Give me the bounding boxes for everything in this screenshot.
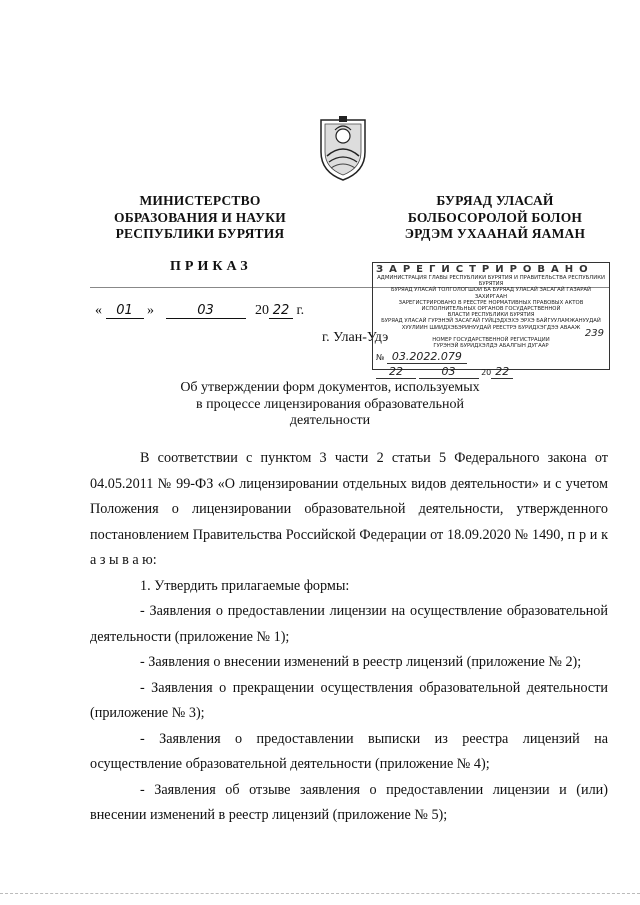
body-paragraph-preamble: В соответствии с пунктом 3 части 2 статьи 5 Федерального закона от 04.05.2011 № 99-ФЗ «О лицензировании отдельных видов деятельности» и с учетом Положения о лицензировании образовательной деятельности, утвержденного постановлением Правительства Российской Федерации от 18.09.2020 № 1490, п р и к а з ы в а ю: [90,450,608,568]
stamp-reg-month: 03 [419,366,479,379]
date-year-suffix: 22 [269,303,293,319]
date-close-quote: » [147,303,154,318]
body-paragraph-form-1: - Заявления о предоставлении лицензии на осуществление образовательной деятельности (приложение № 1); [90,603,608,645]
date-open-quote: « [95,303,102,318]
ministry-line-2: ОБРАЗОВАНИЯ И НАУКИ [114,209,286,225]
order-subject [160,380,500,430]
stamp-side-number: 239 [584,327,604,339]
stamp-line: БУРЯАД УЛАСАЙ ГУРЭНЭЙ ЗАСАГАЙ ГУЙЦЭДХЭХЭ ЭРХЭ БАЙГУУЛАМЖАНУУДАЙ [381,318,601,325]
body-paragraph-form-2: - Заявления о внесении изменений в реестр лицензий (приложение № 2); [140,654,582,670]
date-day: 01 [106,303,144,319]
order-title: ПРИКАЗ [170,259,252,274]
order-body [90,446,608,829]
body-paragraph-item-1: 1. Утвердить прилагаемые формы: [140,577,350,594]
stamp-reg-day: 22 [376,366,416,379]
stamp-line: НОМЕР ГОСУДАРСТВЕННОЙ РЕГИСТРАЦИИ [432,337,550,344]
ministry-buryat-line-3: ЭРДЭМ УХААНАЙ ЯАМАН [404,226,586,241]
body-paragraph-form-4: - Заявления о предоставлении выписки из реестра лицензий на осуществление образовательной деятельности (приложение № 4); [90,730,608,772]
coat-of-arms-icon [317,112,369,182]
date-year-prefix: 20 [255,303,269,318]
stamp-reg-date-row [376,366,606,379]
ministry-buryat-line-2: БОЛБОСОРОЛОЙ БОЛОН [407,209,583,225]
body-paragraph-form-5: - Заявления об отзыве заявления о предоставлении лицензии и (или) внесении изменений в реестр лицензий (приложение № 5); [90,781,608,823]
stamp-reg-number: 03.2022.079 [387,351,467,364]
order-date [95,303,335,319]
subject-line-2: в процессе лицензирования образовательной деятельности [196,396,464,428]
stamp-line: ХУУЛИИН ШИИДХЭБЭРИНУУДАЙ РЕЕСТРЭ БУРИДХЭГДЭЭ АВААЖ [401,324,581,331]
stamp-reg-year-suffix: 22 [491,366,513,379]
subject-line-1: Об утверждении форм документов, используемых [180,380,480,395]
ministry-name-russian [100,193,300,243]
ministry-buryat-line-1: БУРЯАД УЛАСАЙ [436,193,554,208]
stamp-title: ЗАРЕГИСТРИРОВАНО [376,264,594,275]
stamp-reg-label: № [376,353,385,363]
city: г. Улан-Удэ [322,330,389,345]
body-paragraph-form-3: - Заявления о прекращении осуществления образовательной деятельности (приложение № 3); [90,679,608,721]
ministry-name-buryat [390,193,600,243]
date-year-unit: г. [296,303,305,318]
stamp-reg-year-prefix: 20 [481,368,492,378]
stamp-line: ГУРЭНЭЙ БУРИДХЭЛДЭ АБАЛГЫН ДУГААР [433,343,549,350]
ministry-line-1: МИНИСТЕРСТВО [139,193,261,208]
stamp-line: АДМИНИСТРАЦИЯ ГЛАВЫ РЕСПУБЛИКИ БУРЯТИЯ И ПРАВИТЕЛЬСТВА РЕСПУБЛИКИ БУРЯТИЯ [377,275,605,288]
stamp-line: ВЛАСТИ РЕСПУБЛИКИ БУРЯТИЯ [447,312,535,319]
stamp-line: БУРЯАД УЛАСАЙ ТОЛГОЛОГШОИ БА БУРЯАД УЛАСАЙ ЗАСАГАЙ ГАЗАРАЙ ЗАХИРГААН [390,287,592,300]
date-month: 03 [166,303,246,319]
registration-stamp [372,262,610,379]
stamp-line: ЗАРЕГИСТРИРОВАНО В РЕЕСТРЕ НОРМАТИВНЫХ ПРАВОВЫХ АКТОВ [398,299,584,306]
ministry-line-3: РЕСПУБЛИКИ БУРЯТИЯ [115,226,285,241]
stamp-line: ИСПОЛНИТЕЛЬНЫХ ОРГАНОВ ГОСУДАРСТВЕННОЙ [421,306,561,313]
stamp-reg-number-row [376,351,606,364]
page-bottom-edge [0,893,640,895]
